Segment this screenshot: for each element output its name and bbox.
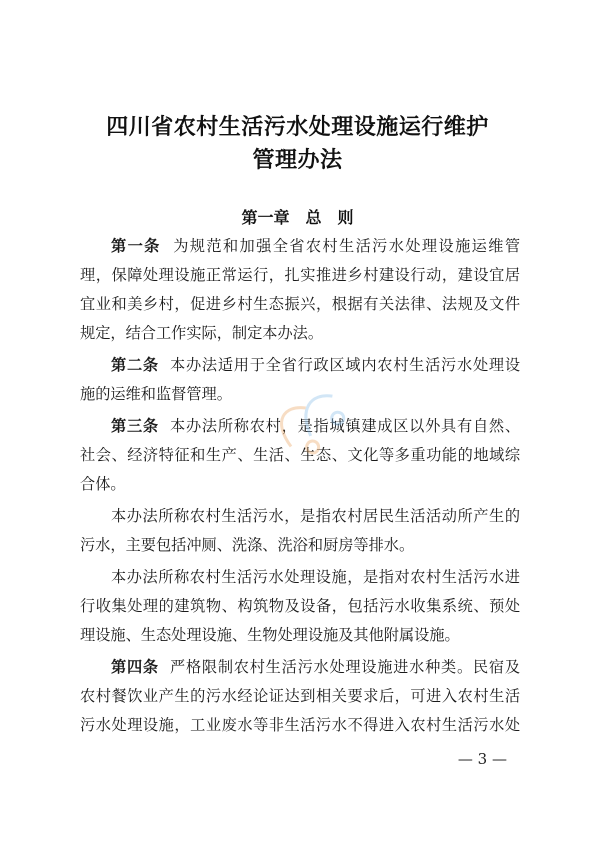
article-1-line-1 <box>80 232 520 261</box>
article-3-p3-line-2: 行收集处理的建筑物、构筑物及设备，包括污水收集系统、预处 <box>80 597 520 615</box>
article-3-text: 本办法所称农村，是指城镇建成区以外具有自然、 <box>170 417 521 435</box>
document-title-line-2: 管理办法 <box>252 147 343 173</box>
article-3-line-2: 社会、经济特征和生产、生活、生态、文化等多重功能的地域综 <box>80 446 520 464</box>
article-4-text: 严格限制农村生活污水处理设施进水种类。民宿及 <box>170 658 521 676</box>
article-3-p3-line-3: 理设施、生态处理设施、生物处理设施及其他附属设施。 <box>80 626 460 644</box>
article-3-line-3: 合体。 <box>80 475 126 493</box>
article-4-line-1 <box>80 653 520 682</box>
article-3-p2-line-2: 污水，主要包括冲厕、洗涤、洗浴和厨房等排水。 <box>80 536 415 554</box>
article-2-line-2: 施的运维和监督管理。 <box>80 385 232 403</box>
article-1-line-3: 宜业和美乡村，促进乡村生态振兴，根据有关法律、法规及文件 <box>80 295 520 313</box>
document-body <box>80 232 520 740</box>
chapter-heading: 第一章 总 则 <box>241 208 354 227</box>
article-3-p2-line-1: 本办法所称农村生活污水，是指农村居民生活活动所产生的 <box>111 507 520 525</box>
article-1-text: 为规范和加强全省农村生活污水处理设施运维管 <box>173 237 521 255</box>
article-2-text: 本办法适用于全省行政区域内农村生活污水处理设 <box>170 356 521 374</box>
article-3-line-1 <box>80 412 520 441</box>
article-4-label: 第四条 <box>111 658 159 676</box>
article-3-label: 第三条 <box>111 417 159 435</box>
article-1-line-4: 规定，结合工作实际，制定本办法。 <box>80 324 323 342</box>
page-number: — 3 — <box>457 750 507 768</box>
article-3-p3-line-1: 本办法所称农村生活污水处理设施，是指对农村生活污水进 <box>111 568 520 586</box>
article-2-label: 第二条 <box>111 356 159 374</box>
article-1-line-2: 理，保障处理设施正常运行，扎实推进乡村建设行动，建设宜居 <box>80 266 520 284</box>
article-2-line-1 <box>80 351 520 380</box>
article-1-label: 第一条 <box>111 237 161 255</box>
document-title-line-1: 四川省农村生活污水处理设施运行维护 <box>106 114 489 140</box>
article-4-line-2: 农村餐饮业产生的污水经论证达到相关要求后，可进入农村生活 <box>80 687 520 705</box>
article-4-line-3: 污水处理设施，工业废水等非生活污水不得进入农村生活污水处 <box>80 716 520 734</box>
